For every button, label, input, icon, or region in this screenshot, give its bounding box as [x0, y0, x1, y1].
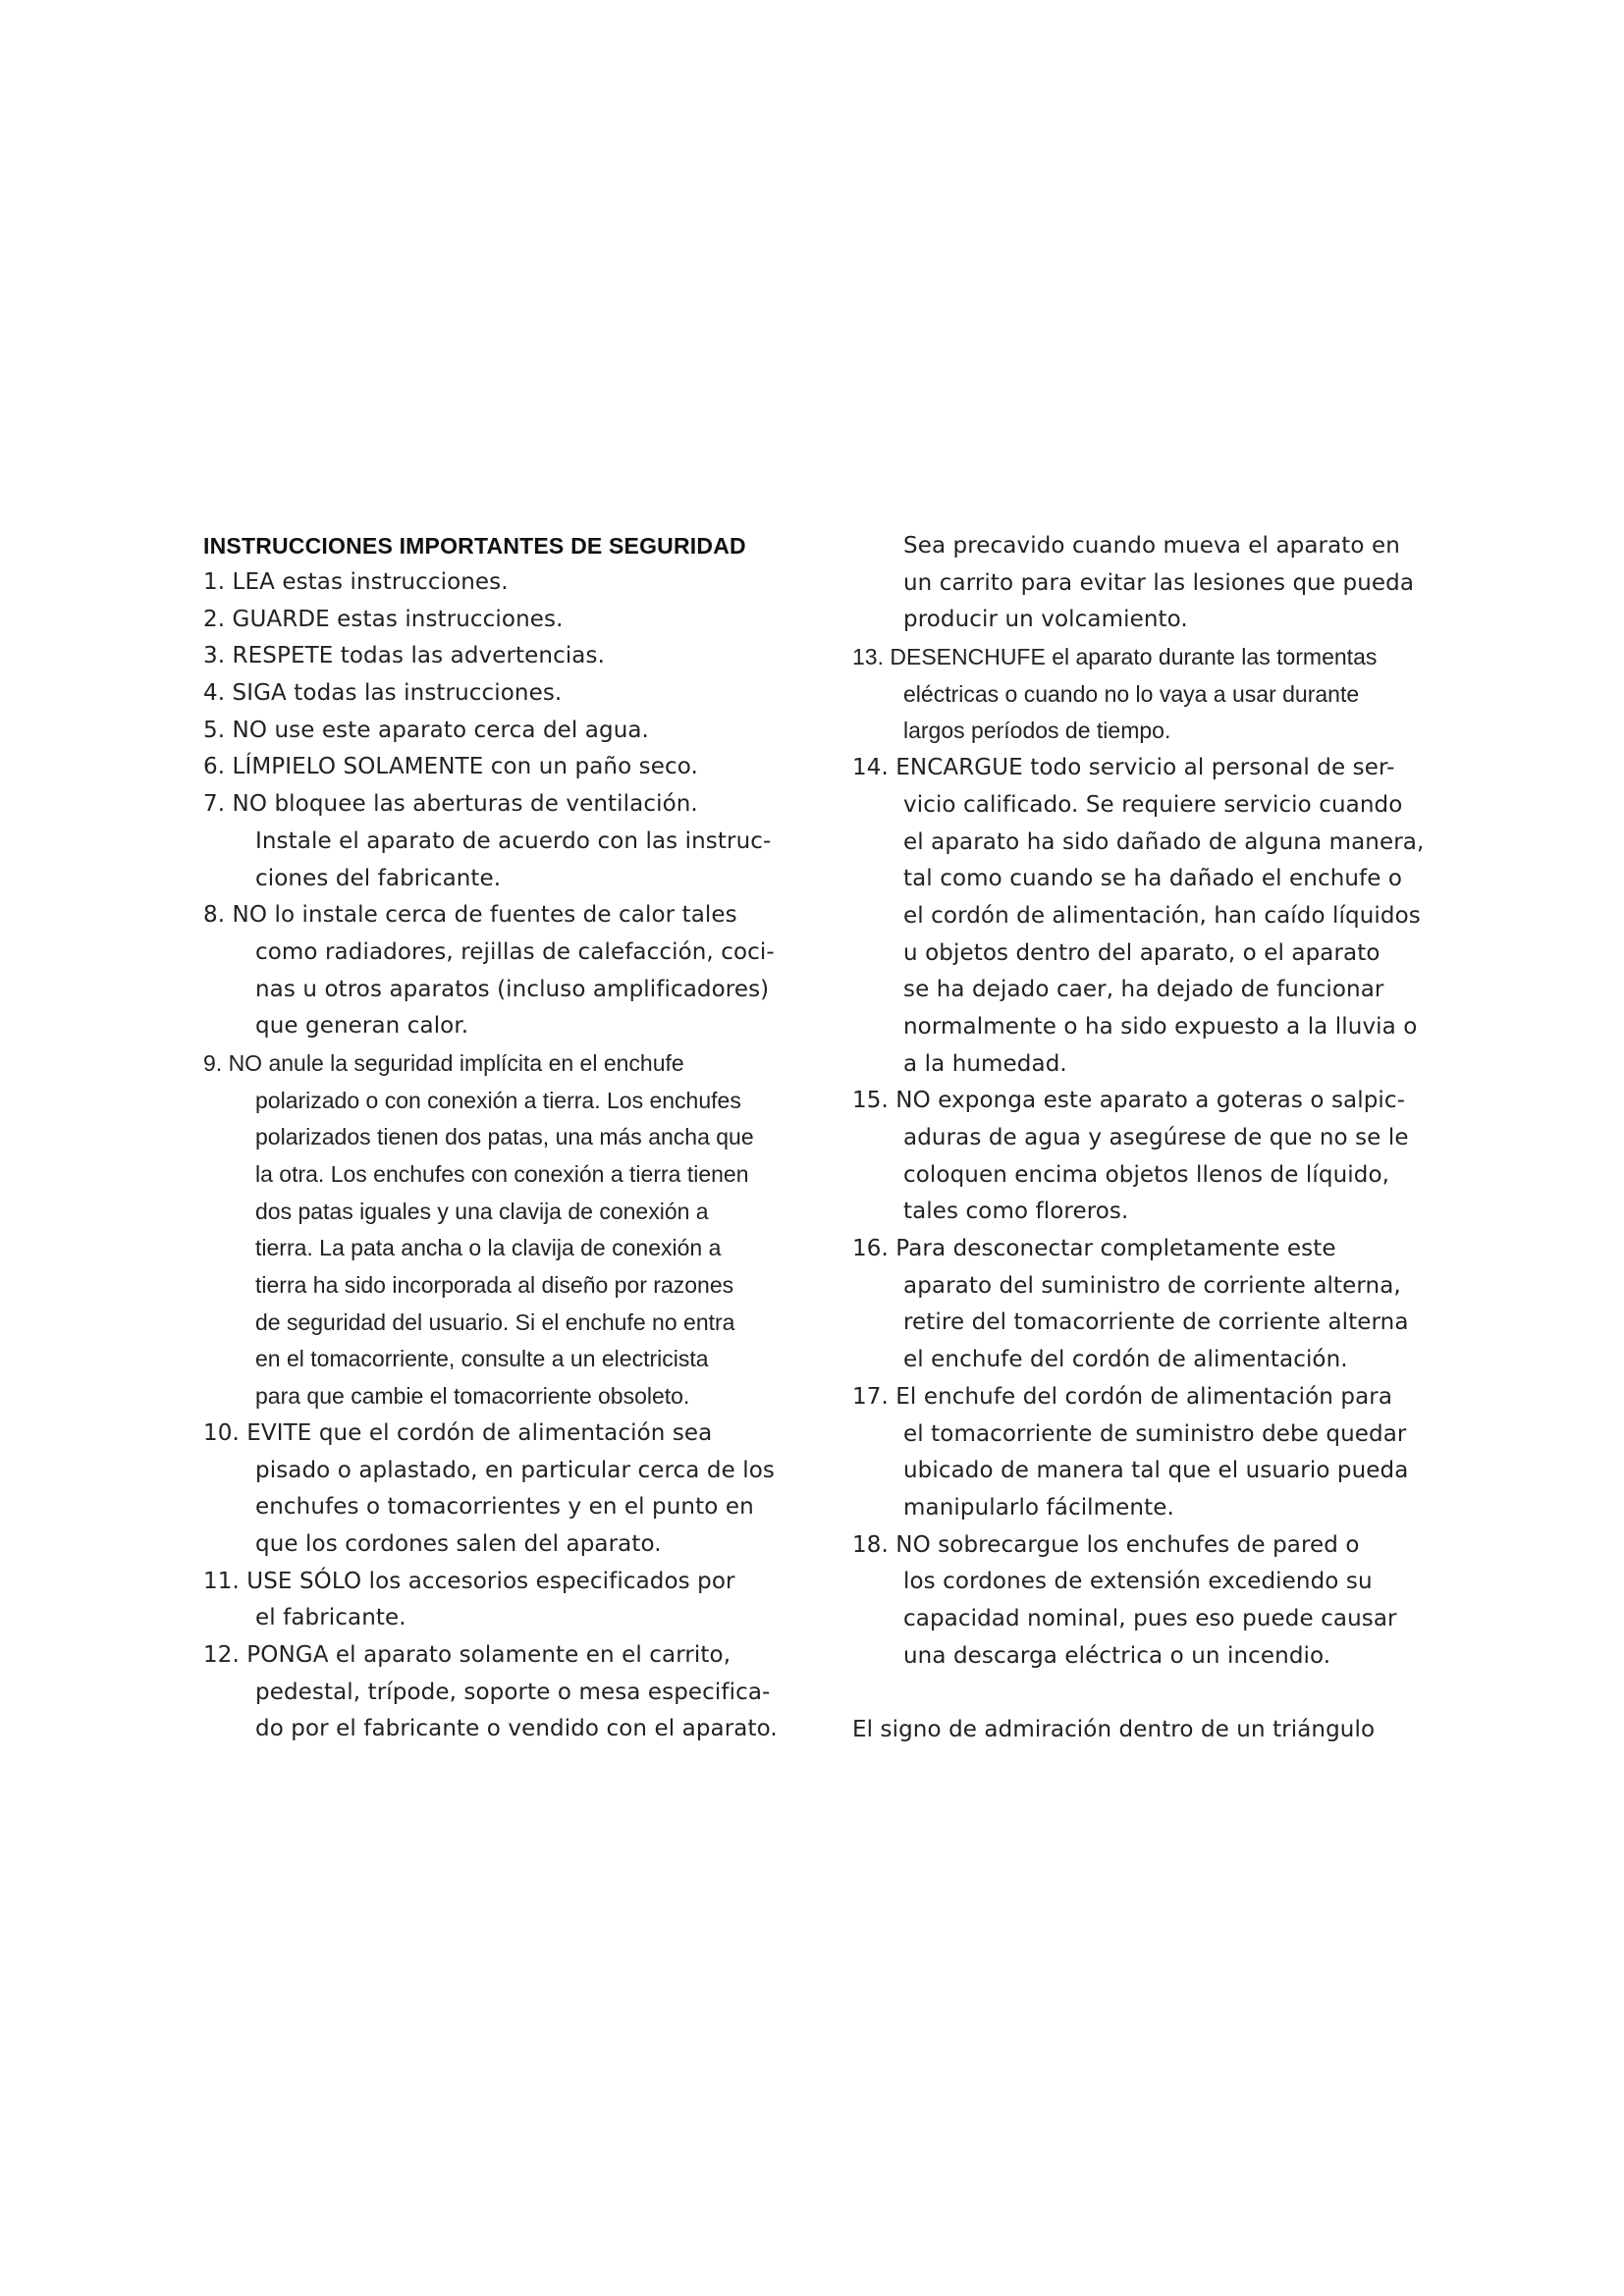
instruction-continuation-line: ubicado de manera tal que el usuario pueda	[903, 1458, 1409, 1484]
instruction-continuation-line: el cordón de alimentación, han caído líquidos	[903, 902, 1421, 929]
left-column	[203, 528, 812, 1748]
closing-paragraph: El signo de admiración dentro de un triángulo	[852, 1717, 1376, 1742]
instruction-continuation-line: coloquen encima objetos llenos de líquido,	[903, 1161, 1390, 1188]
instruction-continuation-line: Instale el aparato de acuerdo con las instruc-	[255, 828, 772, 854]
instruction-continuation-line: polarizados tienen dos patas, una más ancha que	[255, 1124, 754, 1150]
instruction-continuation-line: la otra. Los enchufes con conexión a tierra tienen	[255, 1161, 749, 1187]
instruction-continuation-line: enchufes o tomacorrientes y en el punto en	[255, 1494, 754, 1521]
instruction-continuation-line: tierra. La pata ancha o la clavija de conexión a	[255, 1235, 722, 1261]
instruction-item-line: 2. GUARDE estas instrucciones.	[203, 606, 564, 632]
instruction-continuation-line: retire del tomacorriente de corriente alterna	[903, 1309, 1409, 1336]
instruction-continuation-line: capacidad nominal, pues eso puede causar	[903, 1605, 1397, 1631]
instruction-continuation-line: vicio calificado. Se requiere servicio cuando	[903, 791, 1403, 818]
instruction-continuation-line: el fabricante.	[255, 1605, 406, 1631]
instruction-continuation-line: se ha dejado caer, ha dejado de funcionar	[903, 977, 1384, 1003]
instruction-item-line: 6. LÍMPIELO SOLAMENTE con un paño seco.	[203, 754, 698, 780]
instruction-continuation-line: producir un volcamiento.	[903, 607, 1188, 633]
instruction-continuation-line: normalmente o ha sido expuesto a la lluvia o	[903, 1013, 1418, 1040]
instruction-item-line: 9. NO anule la seguridad implícita en el enchufe	[203, 1049, 684, 1076]
left-instructions-list	[203, 564, 812, 1748]
instruction-continuation-line: para que cambie el tomacorriente obsoleto.	[255, 1383, 690, 1410]
instruction-continuation-line: que los cordones salen del aparato.	[255, 1530, 662, 1557]
instruction-continuation-line: como radiadores, rejillas de calefacción, coci-	[255, 938, 775, 965]
instruction-item-line: 18. NO sobrecargue los enchufes de pared o	[852, 1531, 1360, 1558]
instruction-item-line: 8. NO lo instale cerca de fuentes de calor tales	[203, 902, 737, 929]
instruction-continuation-line: en el tomacorriente, consulte a un electricista	[255, 1346, 709, 1372]
instruction-continuation-line: nas u otros aparatos (incluso amplificadores)	[255, 976, 770, 1002]
instruction-continuation-line: aduras de agua y asegúrese de que no se le	[903, 1125, 1409, 1150]
instruction-continuation-line: que generan calor.	[255, 1013, 469, 1040]
instruction-continuation-line: polarizado o con conexión a tierra. Los enchufes	[255, 1087, 741, 1113]
safety-heading: INSTRUCCIONES IMPORTANTES DE SEGURIDAD	[203, 533, 746, 559]
instruction-item-line: 4. SIGA todas las instrucciones.	[203, 680, 563, 707]
instruction-continuation-line: eléctricas o cuando no lo vaya a usar durante	[903, 680, 1360, 707]
instruction-continuation-line: el aparato ha sido dañado de alguna manera,	[903, 828, 1425, 855]
instruction-continuation-line: el enchufe del cordón de alimentación.	[903, 1347, 1348, 1373]
instruction-continuation-line: dos patas iguales y una clavija de conexión a	[255, 1198, 709, 1224]
instruction-item-line: 16. Para desconectar completamente este	[852, 1236, 1336, 1262]
instruction-item-line: 7. NO bloquee las aberturas de ventilación.	[203, 791, 698, 818]
instruction-item-line: 10. EVITE que el cordón de alimentación sea	[203, 1419, 713, 1446]
instruction-continuation-line: el tomacorriente de suministro debe quedar	[903, 1420, 1407, 1447]
instruction-continuation-line: tal como cuando se ha dañado el enchufe o	[903, 866, 1403, 892]
instruction-continuation-line: una descarga eléctrica o un incendio.	[903, 1642, 1331, 1669]
instruction-continuation-line: a la humedad.	[903, 1050, 1067, 1077]
instruction-continuation-line: ciones del fabricante.	[255, 865, 502, 891]
instruction-continuation-line: pisado o aplastado, en particular cerca de los	[255, 1457, 775, 1483]
instruction-item-line: 12. PONGA el aparato solamente en el carrito,	[203, 1641, 731, 1668]
instruction-continuation-line: do por el fabricante o vendido con el aparato.	[255, 1716, 778, 1742]
instruction-continuation-line: tierra ha sido incorporada al diseño por razones	[255, 1272, 734, 1299]
instruction-continuation-line: pedestal, trípode, soporte o mesa especifica-	[255, 1679, 771, 1705]
instruction-continuation-line: Sea precavido cuando mueva el aparato en	[903, 533, 1400, 559]
instruction-continuation-line: u objetos dentro del aparato, o el aparato	[903, 939, 1380, 966]
paragraph-gap	[852, 1675, 1441, 1712]
instruction-continuation-line: manipularlo fácilmente.	[903, 1494, 1174, 1521]
right-column	[852, 528, 1441, 1749]
instruction-continuation-line: largos períodos de tiempo.	[903, 718, 1171, 744]
instruction-item-line: 11. USE SÓLO los accesorios especificados por	[203, 1568, 735, 1594]
instruction-item-line: 1. LEA estas instrucciones.	[203, 569, 509, 595]
instruction-continuation-line: los cordones de extensión excediendo su	[903, 1569, 1373, 1595]
instruction-continuation-line: de seguridad del usuario. Si el enchufe no entra	[255, 1308, 735, 1335]
instruction-item-line: 13. DESENCHUFE el aparato durante las tormentas	[852, 644, 1378, 670]
instruction-item-line: 14. ENCARGUE todo servicio al personal de ser-	[852, 755, 1395, 781]
instruction-item-line: 3. RESPETE todas las advertencias.	[203, 643, 605, 669]
instruction-continuation-line: tales como floreros.	[903, 1199, 1129, 1225]
instruction-continuation-line: un carrito para evitar las lesiones que pueda	[903, 569, 1415, 596]
instruction-continuation-line: aparato del suministro de corriente alterna,	[903, 1272, 1401, 1299]
instruction-item-line: 5. NO use este aparato cerca del agua.	[203, 717, 649, 743]
instruction-item-line: 17. El enchufe del cordón de alimentación para	[852, 1383, 1393, 1410]
instruction-item-line: 15. NO exponga este aparato a goteras o salpic-	[852, 1088, 1406, 1114]
right-instructions-list	[852, 528, 1441, 1675]
